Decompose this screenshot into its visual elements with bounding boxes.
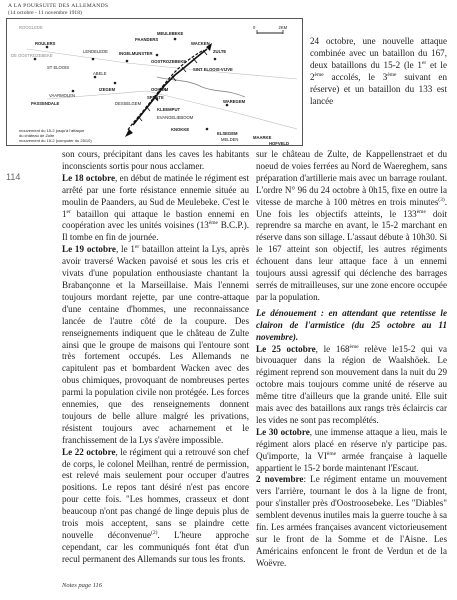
section-heading: Le dénouement : en attendant que retentisse le clairon de l'armistice (du 25 octobre au 11 novembre).	[256, 307, 447, 342]
map-label: DE OOSTROZEBEKE	[11, 53, 53, 58]
map-label: OOSTROZEBEKE	[151, 59, 187, 64]
map-label: LENDELEDE	[83, 49, 108, 54]
paragraph	[256, 149, 447, 304]
map-label: HOFVELD	[269, 141, 290, 146]
paragraph	[256, 344, 447, 427]
map-label: SINT ELOOIS-VIJVE	[193, 67, 233, 72]
map-label: ST ELOOIS	[47, 65, 70, 70]
paragraph	[256, 474, 447, 569]
map-label: ROOGLEDE	[19, 25, 43, 30]
paragraph	[62, 244, 249, 446]
map-label: WAREGEM	[223, 99, 246, 104]
superscript: (3)	[438, 196, 445, 203]
paragraph-text: , une immense attaque a lieu, mais le régiment alors placé en réserve n'y participe pas. Qu'importe, la VI	[256, 426, 447, 461]
date-heading: Le 30 octobre	[256, 426, 310, 437]
paragraph	[62, 149, 249, 173]
map-label: MAARKE	[253, 135, 272, 140]
paragraph	[62, 447, 249, 566]
map-scale-label: 2KM	[278, 25, 288, 30]
paragraph-text: B.C.P.). Il tombe en fin de journée.	[62, 220, 249, 243]
map-caption-line: mouvement du 15-2 (computer du 25/10)	[19, 138, 92, 143]
superscript: ème	[387, 71, 397, 78]
superscript: (2)	[151, 529, 158, 536]
superscript: er	[421, 59, 427, 66]
superscript: er	[66, 208, 71, 215]
map-caption-line: du château de Zulte	[19, 133, 55, 138]
map-label: PASSENDALE	[31, 101, 60, 106]
paragraph-text: accolés, le 3	[323, 71, 388, 82]
superscript: ème	[208, 220, 218, 227]
paragraph-text: son cours, précipitant dans les caves les habitants inconscients sortis pour nous acclamer.	[62, 149, 249, 171]
paragraph-text: , le 168	[315, 343, 350, 354]
map-label: IZEGEM	[99, 87, 116, 92]
paragraph-text: bataillon qui attaque le bastion ennemi en coopération avec les unités voisines (13	[62, 208, 249, 231]
paragraph-text: suivant en réserve) et un bataillon du 133 est lancée	[310, 71, 447, 106]
date-heading: 2 novembre	[256, 474, 304, 485]
map-label: ABELE	[93, 71, 107, 76]
date-heading: Le 22 octobre	[62, 446, 116, 457]
map-label: KLEEMPUT	[157, 107, 181, 112]
map-scale-zero: 0	[253, 25, 256, 30]
map-label: OOIGEM	[151, 87, 169, 92]
superscript: ème	[416, 208, 426, 215]
map-label: MELDEN	[221, 137, 239, 142]
date-heading: Le 19 octobre	[62, 244, 116, 255]
paragraph-text: , le 1	[115, 244, 135, 255]
paragraph-text: et le 2	[310, 59, 447, 82]
paragraph-text: , en début de matinée le régiment est arrêté par une forte résistance ennemie située au moulin de Paanders, au Sud de Meulebeke. C'est le 1	[62, 172, 249, 219]
map-label: DESSELGEM	[115, 101, 142, 106]
map-caption	[19, 128, 92, 143]
running-header-dates: (14 octobre - 11 novembre 1918)	[8, 10, 82, 16]
map-label: INGELMUNSTER	[119, 51, 153, 56]
superscript: er	[134, 244, 140, 251]
paragraph-text: . Une fois les objectifs atteints, le 133	[256, 196, 447, 219]
date-heading: 24 octobre	[310, 36, 354, 46]
superscript: ème	[349, 343, 359, 350]
campaign-map	[6, 18, 303, 146]
paragraph-text: relève le15-2 qui va bivouaquer dans la région de Waalshöek. Le régiment reprend son mouvement dans la nuit du 29 octobre mais toujours comme unité de réserve au même titre d'ailleurs que la grande unité. Elle suit mais avec des bataillons aux rangs très éclaircis car les vides ne sont pas recomplétés.	[256, 343, 447, 425]
date-heading: Le 25 octobre	[256, 343, 316, 354]
right-top-paragraph	[310, 36, 447, 107]
paragraph-text: , le régiment qui a retrouvé son chef de corps, le colonel Meilhan, rentré de permission, est relevé mais seulement pour occuper d'autres positions. Le repos tant désiré n'est pas encore pour cette fois. "Les hommes, crasseux et dont beaucoup n'ont pas changé de linge depuis plus de trois mois acceptent, sans se plaindre cette nouvelle déconvenue	[62, 446, 249, 540]
page-number: 114	[6, 172, 21, 182]
running-header-title: A LA POURSUITE DES ALLEMANDS	[8, 3, 109, 9]
date-heading: Le 18 octobre	[62, 172, 116, 183]
paragraph	[256, 427, 447, 475]
map-label: VAARMOLEN	[49, 93, 75, 98]
superscript: ème	[326, 450, 337, 457]
paragraph-text: . L'heure approche cependant, car les communiqués font état d'un recul permanent des Allemands sur tous les fronts.	[62, 530, 249, 564]
map-label: WACKEN	[191, 41, 210, 46]
map-label: KNOKKE	[171, 127, 190, 132]
superscript: ème	[314, 71, 324, 78]
paragraph-text: doit reprendre sa marche en avant, le 15-2 marchant en réserve dans son sillage. L'assaut débute à 10h30. Si le 167 atteint son objectif, les autres régiments échouent dans leur attaque face à un ennemi toujours aussi agressif qui déclenche des barrages serrés de mitrailleuses, sur une zone encore occupée par la population.	[256, 208, 447, 302]
paragraph-text: , une nouvelle attaque combinée avec un bataillon du 167, deux bataillons du 15-2 (le 1	[310, 36, 447, 70]
map-caption-line: mouvement du 15-2 jusqu'à l'attaque	[19, 128, 85, 133]
map-scale	[253, 25, 287, 30]
map-label: EVANGELIEBOOM	[157, 115, 194, 120]
footer-notes: Notes page 116	[62, 582, 102, 589]
paragraph-text: bataillon atteint la Lys, après avoir traversé Wacken pavoisé et sous les cris et vivats d'une population enthousiaste chantant la Brabançonne et la Marseillaise. Mais l'ennemi toujours mordant rejette, par une contre-attaque d'une centaine d'hommes, une reconnaissance lancée de l'autre côté de la coupure. Des renseignements indiquent que le château de Zulte ainsi que le groupe de maisons qui l'entoure sont très fortement occupés. Les Allemands ne capitulent pas et bombardent Wacken avec des obus chimiques, provoquant de nombreuses pertes parmi la population civile non protégée. Les forces ennemies, que des renseignements donnent toujours de belle allure malgré les privations, résistent toujours avec acharnement et le franchissement de la Lys s'avère impossible.	[62, 244, 250, 445]
map-label: SPRETE	[147, 95, 164, 100]
paragraph	[62, 173, 249, 244]
map-label: MEULEBEKE	[157, 31, 184, 36]
paragraph-text: : Le régiment entame un mouvement vers l'arrière, tournant le dos à la ligne de front, pour s'installer près d'Oostroosebeke. Les "Diables" semblent devenus inutiles mais la guerre touche à sa fin. Les armées françaises avancent victorieusement sur le front de la Somme et de l'Aisne. Les Américains enfoncent le front de Verdun et de la Woëvre.	[256, 474, 447, 568]
map-label: ZULTE	[213, 49, 227, 54]
map-label: ROULERS	[35, 41, 56, 46]
right-column	[256, 149, 447, 570]
map-label: PAANDERS	[135, 37, 159, 42]
paragraph-text: sur le château de Zulte, de Kappellenstraet et du noeud de voies ferrées au Nord de Waereghem, sans préparation d'artillerie mais avec un barrage roulant. L'ordre N° 96 du 24 octobre à 0h15, fixe en outre la vitesse de marche à 100 mètres en trois minutes	[256, 149, 447, 207]
map-label: ELSEGEM	[217, 131, 238, 136]
left-column	[62, 149, 249, 566]
paragraph-text: armée française à laquelle appartient le 15-2 borde maintenant l'Escaut.	[256, 450, 448, 473]
